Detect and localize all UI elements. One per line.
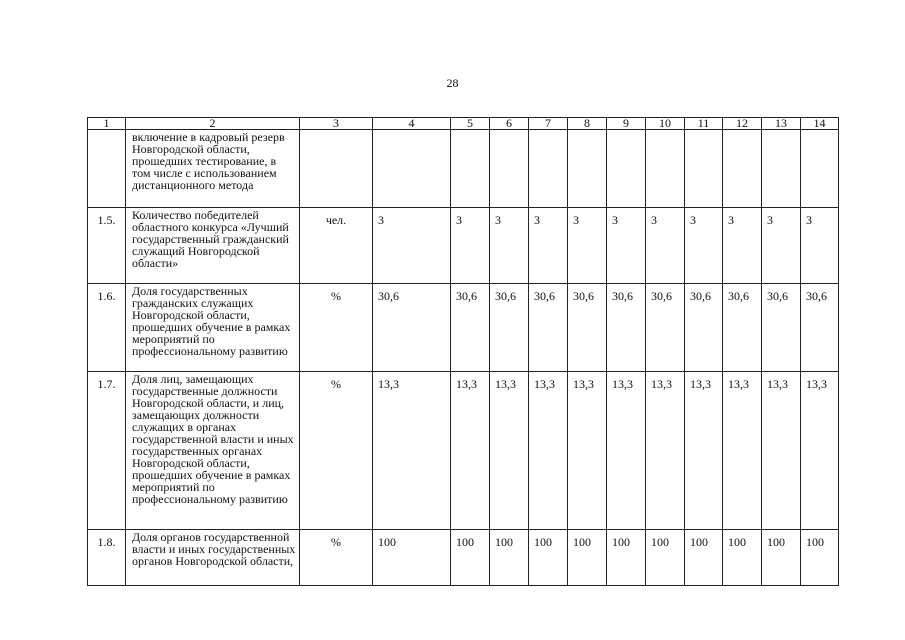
value-cell: 100 bbox=[373, 530, 451, 586]
value-cell: 3 bbox=[529, 208, 568, 284]
table-row bbox=[88, 284, 839, 372]
value-cell bbox=[568, 130, 607, 208]
value-cell bbox=[801, 130, 839, 208]
value-cell: 30,6 bbox=[607, 284, 646, 372]
value-cell: 100 bbox=[801, 530, 839, 586]
row-number: 1.7. bbox=[88, 372, 126, 530]
value-cell: 13,3 bbox=[762, 372, 801, 530]
value-cell bbox=[646, 130, 685, 208]
value-cell bbox=[723, 130, 762, 208]
value-cell bbox=[373, 130, 451, 208]
header-cell: 13 bbox=[762, 118, 801, 130]
value-cell: 13,3 bbox=[685, 372, 723, 530]
page-number: 28 bbox=[446, 76, 459, 90]
header-cell: 8 bbox=[568, 118, 607, 130]
row-number: 1.5. bbox=[88, 208, 126, 284]
header-cell: 11 bbox=[685, 118, 723, 130]
value-cell bbox=[607, 130, 646, 208]
value-cell: 100 bbox=[646, 530, 685, 586]
table-row bbox=[88, 208, 839, 284]
indicator-name: Доля лиц, замещающих государственные должности Новгородской области, и лиц, замещающих должности служащих в органах государственной власти и иных государственных органах Новгородской области, прошедших обучение в рамках мероприятий по профессиональному развитию bbox=[126, 372, 300, 530]
value-cell bbox=[529, 130, 568, 208]
header-cell: 6 bbox=[490, 118, 529, 130]
table-row bbox=[88, 130, 839, 208]
value-cell: 13,3 bbox=[646, 372, 685, 530]
indicator-name: Доля органов государственной власти и иных государственных органов Новгородской области, bbox=[126, 530, 300, 586]
header-cell: 7 bbox=[529, 118, 568, 130]
value-cell: 13,3 bbox=[607, 372, 646, 530]
header-cell: 3 bbox=[300, 118, 373, 130]
value-cell: 100 bbox=[762, 530, 801, 586]
indicator-name: Количество победителей областного конкурса «Лучший государственный гражданский служащий Новгородской области» bbox=[126, 208, 300, 284]
value-cell: 3 bbox=[646, 208, 685, 284]
value-cell: 3 bbox=[451, 208, 490, 284]
value-cell: 13,3 bbox=[723, 372, 762, 530]
row-number: 1.6. bbox=[88, 284, 126, 372]
value-cell: 100 bbox=[529, 530, 568, 586]
unit-cell bbox=[300, 130, 373, 208]
value-cell: 3 bbox=[607, 208, 646, 284]
value-cell: 3 bbox=[723, 208, 762, 284]
value-cell: 3 bbox=[801, 208, 839, 284]
header-cell: 10 bbox=[646, 118, 685, 130]
table-row bbox=[88, 530, 839, 586]
indicator-name: включение в кадровый резерв Новгородской области, прошедших тестирование, в том числе с использованием дистанционного метода bbox=[126, 130, 300, 208]
value-cell bbox=[451, 130, 490, 208]
value-cell: 30,6 bbox=[529, 284, 568, 372]
value-cell: 3 bbox=[373, 208, 451, 284]
header-cell: 9 bbox=[607, 118, 646, 130]
value-cell bbox=[685, 130, 723, 208]
value-cell: 30,6 bbox=[801, 284, 839, 372]
value-cell: 13,3 bbox=[529, 372, 568, 530]
value-cell: 13,3 bbox=[801, 372, 839, 530]
unit-cell: % bbox=[300, 372, 373, 530]
value-cell bbox=[762, 130, 801, 208]
unit-cell: % bbox=[300, 530, 373, 586]
unit-cell: % bbox=[300, 284, 373, 372]
table-row bbox=[88, 372, 839, 530]
value-cell: 3 bbox=[762, 208, 801, 284]
table-header-row bbox=[88, 118, 839, 130]
header-cell: 1 bbox=[88, 118, 126, 130]
unit-cell: чел. bbox=[300, 208, 373, 284]
header-cell: 2 bbox=[126, 118, 300, 130]
row-number: 1.8. bbox=[88, 530, 126, 586]
value-cell: 100 bbox=[568, 530, 607, 586]
value-cell: 13,3 bbox=[568, 372, 607, 530]
value-cell: 13,3 bbox=[490, 372, 529, 530]
value-cell: 30,6 bbox=[490, 284, 529, 372]
value-cell: 100 bbox=[451, 530, 490, 586]
value-cell: 30,6 bbox=[646, 284, 685, 372]
value-cell: 3 bbox=[568, 208, 607, 284]
header-cell: 12 bbox=[723, 118, 762, 130]
value-cell: 30,6 bbox=[685, 284, 723, 372]
header-cell: 5 bbox=[451, 118, 490, 130]
value-cell: 30,6 bbox=[723, 284, 762, 372]
value-cell: 100 bbox=[607, 530, 646, 586]
header-cell: 4 bbox=[373, 118, 451, 130]
value-cell: 100 bbox=[490, 530, 529, 586]
header-cell: 14 bbox=[801, 118, 839, 130]
row-number bbox=[88, 130, 126, 208]
value-cell: 13,3 bbox=[451, 372, 490, 530]
value-cell: 30,6 bbox=[568, 284, 607, 372]
value-cell bbox=[490, 130, 529, 208]
indicators-table bbox=[87, 117, 839, 586]
value-cell: 100 bbox=[685, 530, 723, 586]
value-cell: 3 bbox=[685, 208, 723, 284]
value-cell: 13,3 bbox=[373, 372, 451, 530]
value-cell: 30,6 bbox=[762, 284, 801, 372]
value-cell: 30,6 bbox=[373, 284, 451, 372]
value-cell: 100 bbox=[723, 530, 762, 586]
value-cell: 30,6 bbox=[451, 284, 490, 372]
value-cell: 3 bbox=[490, 208, 529, 284]
indicator-name: Доля государственных гражданских служащих Новгородской области, прошедших обучение в рамках мероприятий по профессиональному развитию bbox=[126, 284, 300, 372]
